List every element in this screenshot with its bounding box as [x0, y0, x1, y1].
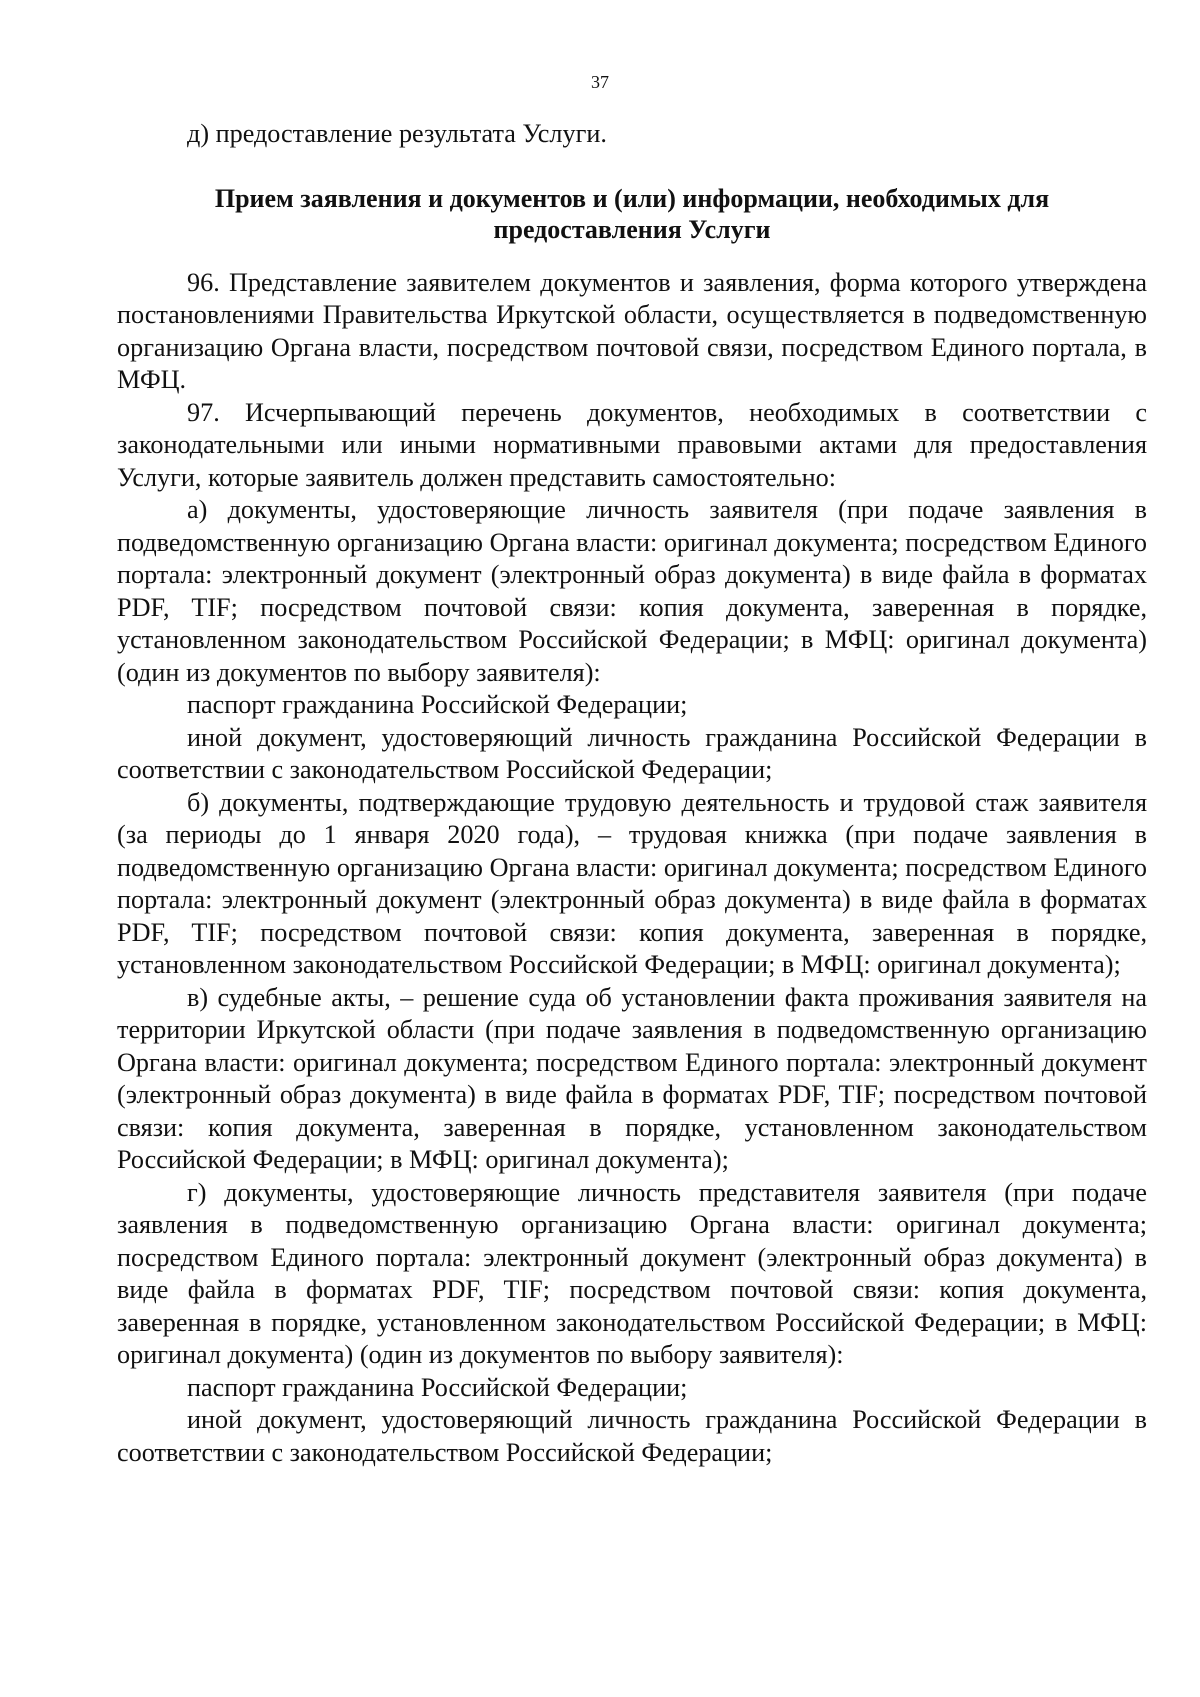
item-b: б) документы, подтверждающие трудовую деятельность и трудовой стаж заявителя (за периоды до 1 января 2020 года), – трудовая книжка (при подаче заявления в подведомственную организацию Органа власти: оригинал документа; посредством Единого портала: электронный документ (электронный образ документа) в виде файла в форматах PDF, TIF; посредством почтовой связи: копия документа, заверенная в порядке, установленном законодательством Российской Федерации; в МФЦ: оригинал документа);: [117, 787, 1147, 979]
document-body: [117, 118, 1147, 1469]
page-number: 37: [591, 72, 609, 92]
list-item-other-id-2: иной документ, удостоверяющий личность гражданина Российской Федерации в соответствии с законодательством Российской Федерации;: [117, 1405, 1147, 1467]
intro-item: д) предоставление результата Услуги.: [187, 119, 607, 148]
paragraph-96: 96. Представление заявителем документов и заявления, форма которого утверждена постановлениями Правительства Иркутской области, осуществляется в подведомственную организацию Органа власти, посредством почтовой связи, посредством Единого портала, в МФЦ.: [117, 267, 1147, 394]
section-heading-line-1: Прием заявления и документов и (или) информации, необходимых для: [214, 183, 1050, 213]
list-item-other-id: иной документ, удостоверяющий личность гражданина Российской Федерации в соответствии с законодательством Российской Федерации;: [117, 722, 1147, 784]
item-v: в) судебные акты, – решение суда об установлении факта проживания заявителя на территории Иркутской области (при подаче заявления в подведомственную организацию Органа власти: оригинал документа; посредством Единого портала: электронный документ (электронный образ документа) в виде файла в форматах PDF, TIF; посредством почтовой связи: копия документа, заверенная в порядке, установленном законодательством Российской Федерации; в МФЦ: оригинал документа);: [117, 982, 1147, 1174]
paragraph-97: 97. Исчерпывающий перечень документов, необходимых в соответствии с законодательными или иными нормативными правовыми актами для предоставления Услуги, которые заявитель должен представить самостоятельно:: [117, 397, 1147, 492]
item-g: г) документы, удостоверяющие личность представителя заявителя (при подаче заявления в подведомственную организацию Органа власти: оригинал документа; посредством Единого портала: электронный документ (электронный образ документа) в виде файла в форматах PDF, TIF; посредством почтовой связи: копия документа, заверенная в порядке, установленном законодательством Российской Федерации; в МФЦ: оригинал документа) (один из документов по выбору заявителя):: [117, 1177, 1147, 1369]
list-item-passport: паспорт гражданина Российской Федерации;: [187, 690, 688, 719]
list-item-passport-2: паспорт гражданина Российской Федерации;: [187, 1372, 688, 1402]
section-heading-line-2: предоставления Услуги: [493, 214, 771, 244]
section-heading: [117, 183, 1147, 245]
item-a: а) документы, удостоверяющие личность заявителя (при подаче заявления в подведомственную организацию Органа власти: оригинал документа; посредством Единого портала: электронный документ (электронный образ документа) в виде файла в форматах PDF, TIF; посредством почтовой связи: копия документа, заверенная в порядке, установленном законодательством Российской Федерации; в МФЦ: оригинал документа) (один из документов по выбору заявителя):: [117, 495, 1147, 687]
